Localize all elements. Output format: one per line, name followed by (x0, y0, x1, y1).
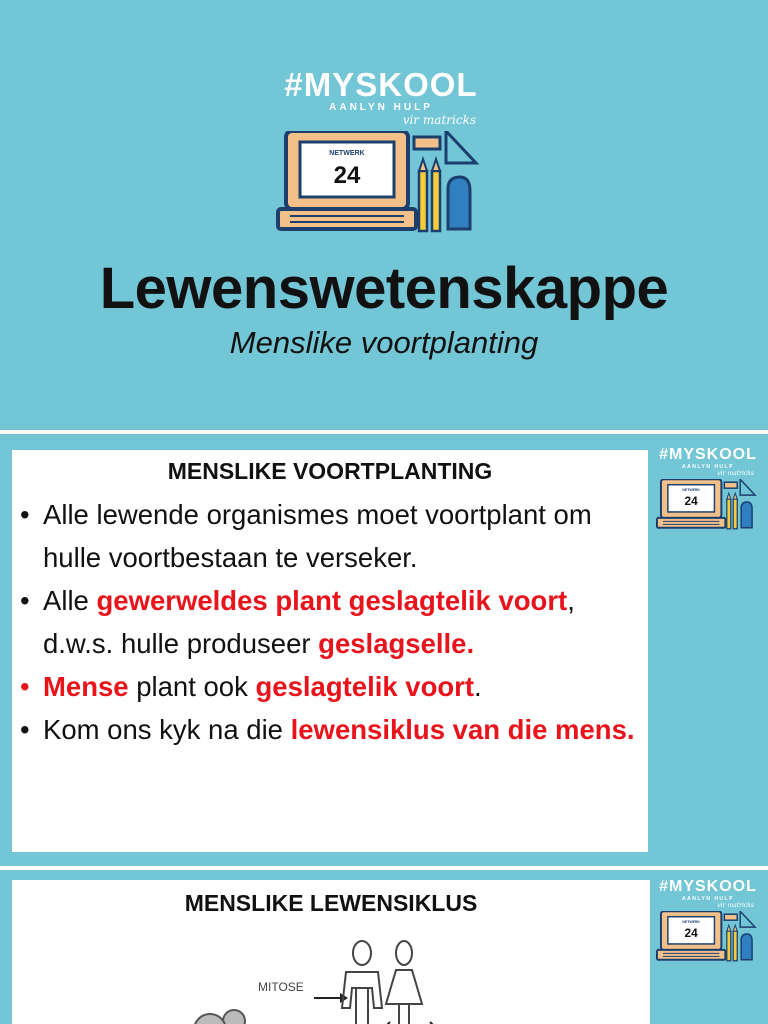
page-subtitle: Menslike voortplanting (229, 325, 539, 360)
mitosis-label: MITOSE (258, 980, 304, 994)
bullet-item: • Alle gewerweldes plant geslagtelik voort, d.w.s. hulle produseer geslagselle. (20, 579, 642, 665)
myskool-logo-small: #MYSKOOL AANLYN HULP vir matricks (656, 446, 760, 535)
bullet-item: • Alle lewende organismes moet voortplant om hulle voortbestaan te verseker. (20, 493, 642, 579)
bullet-dot-icon: • (20, 499, 30, 530)
bullet-dot-icon: • (20, 714, 30, 745)
page-title: Lewenswetenskappe (99, 256, 669, 321)
slide-heading: MENSLIKE LEWENSIKLUS (184, 890, 478, 916)
intro-slide (0, 434, 768, 866)
logo-brand: #MYSKOOL (284, 66, 478, 103)
bullet-dot-icon: • (20, 671, 30, 702)
logo-tagline: AANLYN HULP (329, 102, 433, 113)
content-panel (12, 450, 648, 852)
female-figure-icon (386, 941, 422, 1024)
myskool-logo (276, 66, 486, 243)
laptop-stationery-icon (656, 911, 760, 967)
bullet-item: • Kom ons kyk na die lewensiklus van die mens. (20, 708, 642, 751)
title-slide (0, 0, 768, 430)
laptop-stationery-icon (656, 479, 760, 535)
bullet-item: • Mense plant ook geslagtelik voort. (20, 665, 642, 708)
male-figure-icon (342, 941, 382, 1024)
lifecycle-diagram (12, 880, 650, 1024)
bullet-dot-icon: • (20, 585, 30, 616)
embryo-icon (194, 1010, 245, 1024)
myskool-logo-small: #MYSKOOL AANLYN HULP vir matricks (656, 878, 760, 967)
laptop-stationery-icon (276, 131, 486, 243)
content-panel (12, 880, 650, 1024)
logo-script: vir matricks (402, 113, 476, 127)
bullet-list (12, 493, 648, 751)
slide-heading: MENSLIKE VOORTPLANTING (167, 458, 493, 484)
lifecycle-slide (0, 870, 768, 1024)
